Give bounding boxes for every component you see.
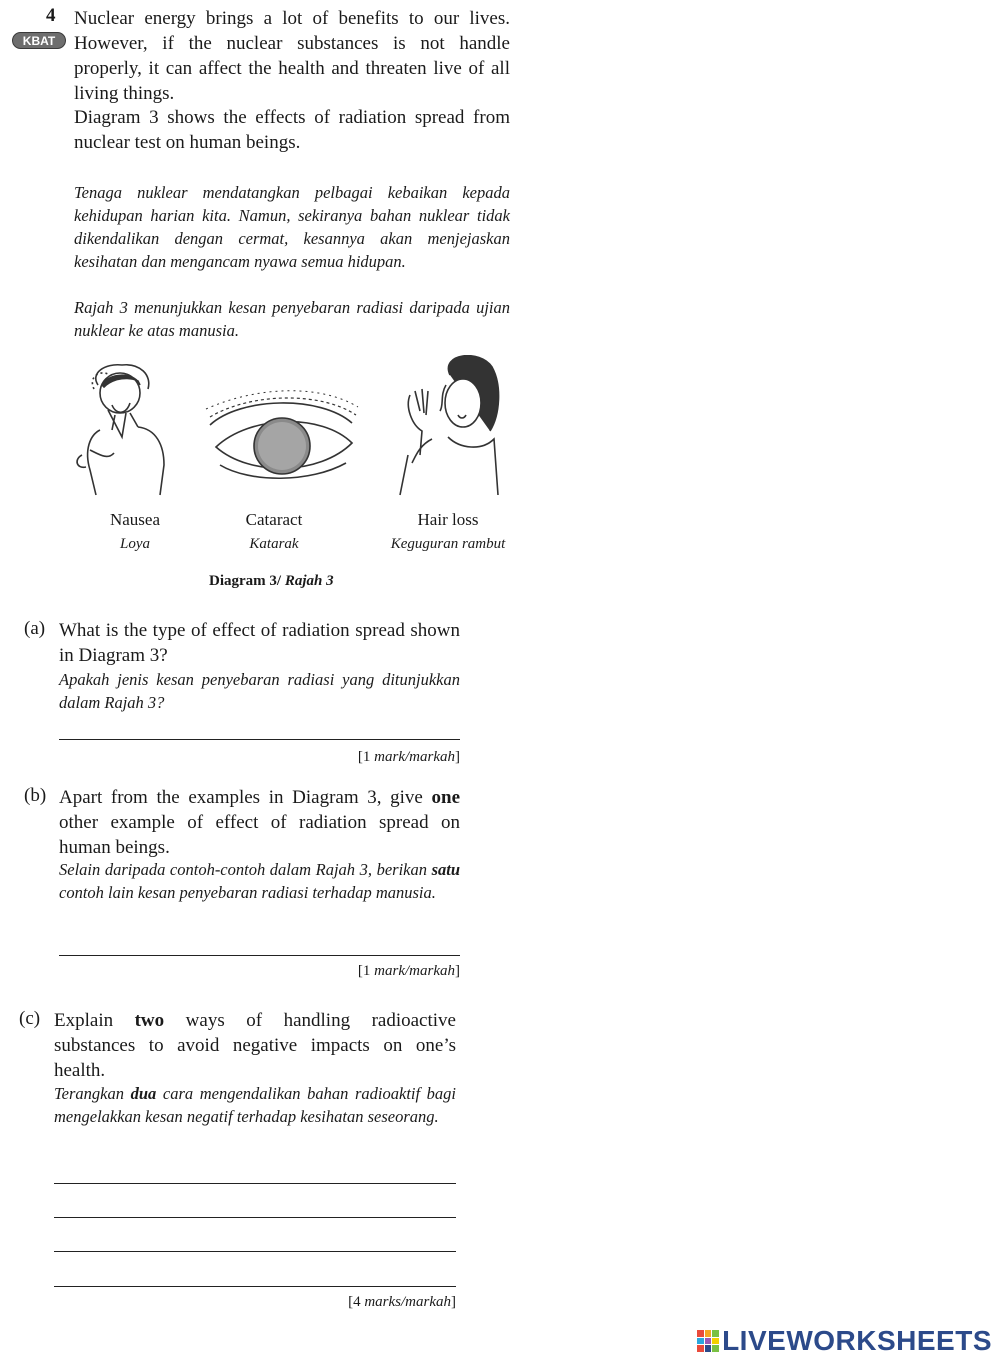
part-a-label: (a) [24, 618, 46, 639]
part-b-marks: [1 mark/markah] [357, 963, 460, 979]
caption-hair-loss: Hair loss [417, 510, 479, 529]
part-c-answer-line-2[interactable] [54, 1217, 456, 1218]
question-number: 4 [46, 5, 56, 26]
intro-english-1: Nuclear energy brings a lot of benefits to our lives. However, if the nuclear substances is not handle properly, it can affect the health and threaten live of all living things. [74, 8, 510, 104]
part-a-answer-line[interactable] [59, 739, 460, 740]
kbat-badge: KBAT [12, 32, 66, 49]
part-c-answer-line-4[interactable] [54, 1286, 456, 1287]
caption-loya: Loya [120, 536, 150, 552]
diagram-caption [209, 573, 334, 590]
liveworksheets-logo [697, 1324, 992, 1358]
nausea-figure [77, 365, 164, 495]
part-c-malay: Terangkan dua cara mengendalikan bahan radioaktif bagi mengelakkan kesan negatif terhadap kesihatan seseorang. [54, 1084, 457, 1126]
part-c-answer-line-3[interactable] [54, 1251, 456, 1252]
part-a-english: What is the type of effect of radiation spread shown in Diagram 3? [59, 620, 460, 666]
intro-english-2: Diagram 3 shows the effects of radiation spread from nuclear test on human beings. [74, 107, 510, 153]
diagram-illustration [60, 355, 520, 500]
hair-loss-figure [400, 356, 499, 495]
part-c-label: (c) [19, 1008, 41, 1029]
cataract-eye [206, 391, 358, 479]
diagram-caption-en: Diagram 3/ [209, 573, 282, 589]
caption-nausea: Nausea [109, 510, 161, 529]
part-a-malay: Apakah jenis kesan penyebaran radiasi yang ditunjukkan dalam Rajah 3? [59, 670, 460, 712]
part-b-label: (b) [24, 785, 47, 806]
intro-malay-2: Rajah 3 menunjukkan kesan penyebaran radiasi daripada ujian nuklear ke atas manusia. [74, 298, 510, 340]
logo-text: LIVEWORKSHEETS [722, 1325, 992, 1356]
part-c-marks: [4 marks/markah] [348, 1294, 456, 1310]
part-a-marks: [1 mark/markah] [357, 749, 460, 765]
logo-grid-icon [697, 1330, 719, 1352]
caption-katarak: Katarak [249, 536, 299, 552]
diagram-caption-my: Rajah 3 [284, 573, 334, 589]
intro-malay-1: Tenaga nuklear mendatangkan pelbagai kebaikan kepada kehidupan harian kita. Namun, sekiranya bahan nuklear tidak dikendalikan dengan cermat, kesannya akan menjejaskan kesihatan dan mengancam nyawa semua hidupan. [74, 183, 510, 271]
caption-cataract: Cataract [245, 510, 303, 529]
part-c-answer-line-1[interactable] [54, 1183, 456, 1184]
part-c-english: Explain two ways of handling radioactive substances to avoid negative impacts on one’s health. [54, 1010, 456, 1081]
caption-keguguran-rambut: Keguguran rambut [390, 536, 506, 552]
part-b-malay: Selain daripada contoh-contoh dalam Rajah 3, berikan satu contoh lain kesan penyebaran radiasi terhadap manusia. [59, 860, 460, 902]
part-b-english: Apart from the examples in Diagram 3, give one other example of effect of radiation spread on human beings. [59, 787, 460, 858]
part-b-answer-line[interactable] [59, 955, 460, 956]
